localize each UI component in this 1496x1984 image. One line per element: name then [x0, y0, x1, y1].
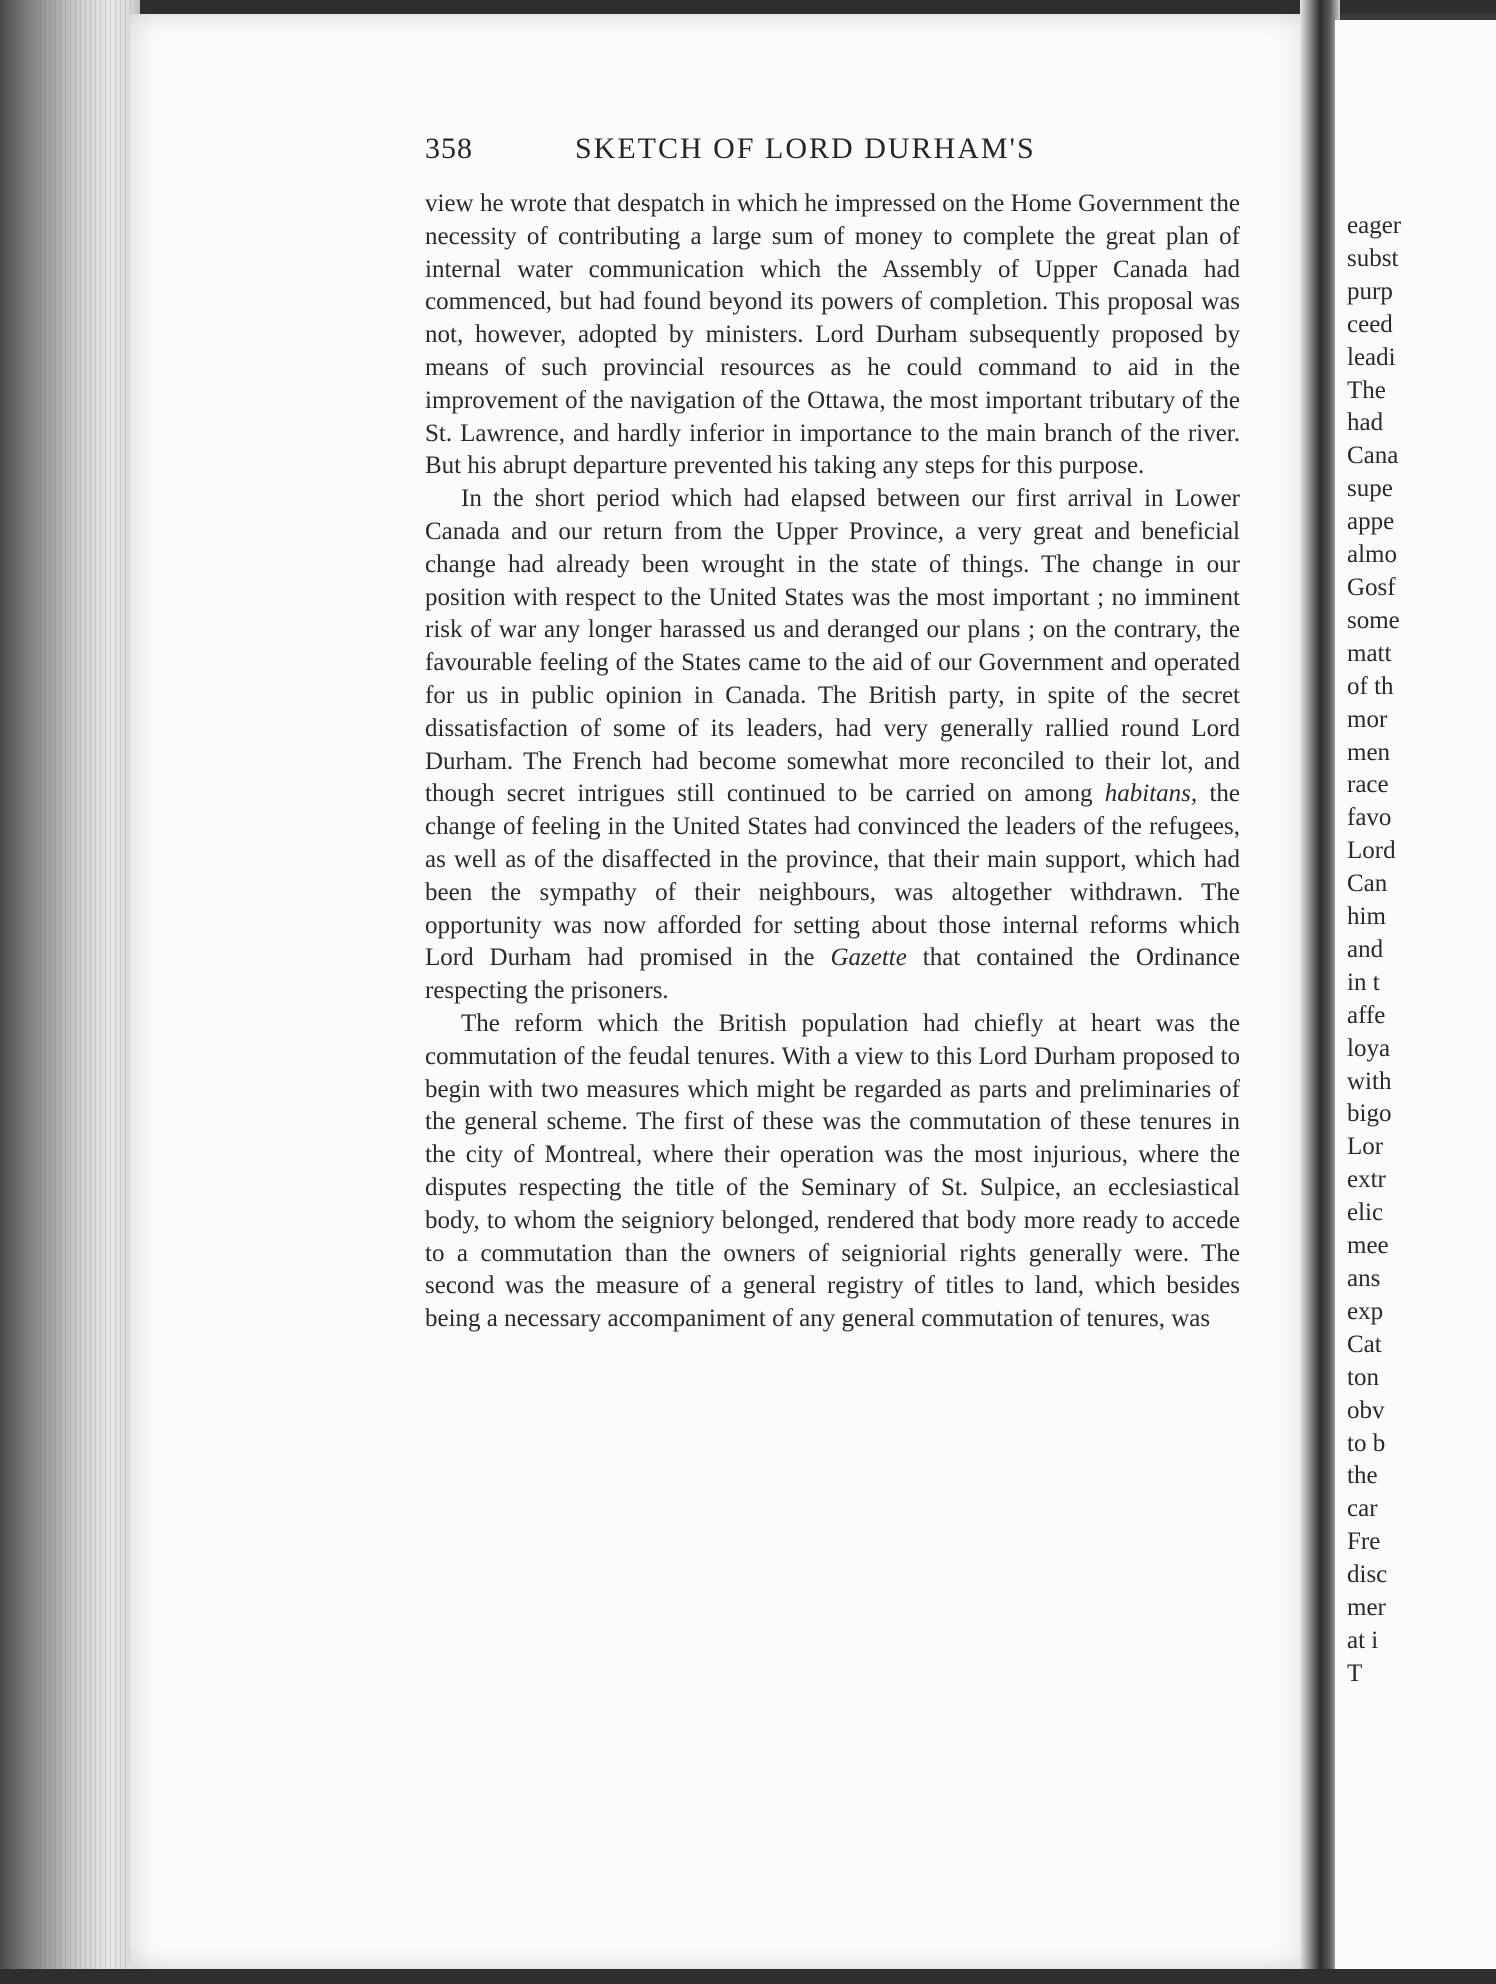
facing-page-line: subst: [1347, 244, 1399, 272]
facing-page-line: exp: [1347, 1297, 1384, 1325]
facing-page-line: men: [1347, 738, 1391, 766]
facing-page-line: had: [1347, 409, 1384, 437]
facing-page-line: and: [1347, 935, 1384, 963]
facing-page: [1335, 20, 1496, 1970]
facing-page-line: appe: [1347, 508, 1395, 536]
facing-page-line: Lord: [1347, 837, 1396, 865]
facing-page-line: almo: [1347, 541, 1397, 569]
scan-bottom-border: [0, 1969, 1496, 1984]
page-header: [425, 132, 1240, 172]
facing-page-line: of th: [1347, 672, 1394, 700]
paragraph-1-text: view he wrote that despatch in which he impressed on the Home Government the necessity of contributing a large sum of money to complete the great plan of internal water communication which the Assembly of Upper Canada had commenced, but had found beyond its powers of completion. This proposal was not, however, adopted by ministers. Lord Durham subsequently proposed by means of such provincial resources as he could command to aid in the improvement of the navigation of the Ottawa, the most important tributary of the St. Lawrence, and hardly inferior in importance to the main branch of the river. But his abrupt departure prevented his taking any steps for this purpose.: [425, 190, 1240, 480]
body-text: [425, 188, 1240, 1336]
facing-page-line: matt: [1347, 639, 1392, 667]
facing-page-line: car: [1347, 1495, 1378, 1523]
paragraph-2: [425, 483, 1240, 1008]
facing-page-line: Can: [1347, 870, 1388, 898]
facing-page-line: mor: [1347, 705, 1388, 733]
facing-page-line: with: [1347, 1067, 1392, 1095]
facing-page-line: The: [1347, 376, 1386, 404]
facing-page-line: mer: [1347, 1594, 1386, 1622]
paragraph-2-text-a: In the short period which had elapsed between our first arrival in Lower Canada and our return from the Upper Province, a very great and beneficial change had already been wrought in the state of things. The change in our position with respect to the United States was the most important ; no imminent risk of war any longer harassed us and deranged our plans ; on the contrary, the favourable feeling of the States came to the aid of our Government and operated for us in public opinion in Canada. The British party, in spite of the secret dissatisfaction of some of its leaders, had very generally rallied round Lord Durham. The French had become somewhat more reconciled to their lot, and though secret intrigues still continued to be carried on among: [425, 485, 1240, 808]
facing-page-line: in t: [1347, 968, 1380, 996]
facing-page-line: ans: [1347, 1265, 1381, 1292]
facing-page-line: extr: [1347, 1166, 1386, 1194]
facing-page-line: Cana: [1347, 442, 1399, 470]
facing-page-line: the: [1347, 1462, 1378, 1490]
facing-page-line: to b: [1347, 1429, 1386, 1457]
paragraph-3: [425, 1008, 1240, 1336]
facing-page-text: [1335, 210, 1401, 1691]
italic-gazette: Gazette: [830, 944, 907, 972]
facing-page-line: race: [1347, 771, 1389, 799]
facing-page-line: ton: [1347, 1363, 1379, 1391]
scan-top-border: [0, 0, 1496, 14]
running-title: SKETCH OF LORD DURHAM'S: [575, 132, 1036, 165]
paragraph-2-text-c: that contained the Ordinance respecting the prisoners.: [425, 944, 1240, 1005]
book-gutter: [1300, 0, 1340, 1984]
facing-page-line: leadi: [1347, 343, 1396, 371]
facing-page-line: obv: [1347, 1396, 1385, 1424]
facing-page-line: some: [1347, 606, 1400, 634]
facing-page-line: eager: [1347, 212, 1402, 239]
facing-page-line: Gosf: [1347, 573, 1396, 601]
facing-page-line: affe: [1347, 1001, 1386, 1029]
italic-habitans: habitans,: [1104, 780, 1198, 808]
facing-page-line: T: [1347, 1659, 1363, 1687]
facing-page-line: him: [1347, 903, 1386, 931]
facing-page-line: disc: [1347, 1561, 1388, 1589]
facing-page-line: Lor: [1347, 1133, 1384, 1161]
paragraph-1: [425, 188, 1240, 483]
facing-page-line: Cat: [1347, 1330, 1382, 1358]
paragraph-3-text: The reform which the British population had chiefly at heart was the commutation of the feudal tenures. With a view to this Lord Durham proposed to begin with two measures which might be regarded as parts and preliminaries of the general scheme. The first of these was the commutation of these tenures in the city of Montreal, where their operation was the most injurious, where the disputes respecting the title of the Seminary of St. Sulpice, an ecclesiastical body, to whom the seigniory belonged, rendered that body more ready to accede to a commutation than the owners of seigniorial rights generally were. The second was the measure of a general registry of titles to land, which besides being a necessary accompaniment of any general commutation of tenures, was: [425, 1009, 1240, 1333]
facing-page-line: loya: [1347, 1034, 1391, 1062]
facing-page-line: ceed: [1347, 310, 1393, 338]
facing-page-line: bigo: [1347, 1100, 1392, 1128]
facing-page-line: supe: [1347, 475, 1393, 503]
facing-page-line: at i: [1347, 1626, 1379, 1654]
page-number: 358: [425, 132, 473, 165]
facing-page-line: purp: [1347, 277, 1393, 305]
paragraph-2-text-b: the change of feeling in the United States had convinced the leaders of the refugees, as well as of the disaffected in the province, that their main support, which had been the sympathy of their neighbours, was altogether withdrawn. The opportunity was now afforded for setting about those internal reforms which Lord Durham had promised in the: [425, 780, 1240, 972]
facing-page-line: mee: [1347, 1232, 1389, 1260]
page-stack-edges: [40, 0, 135, 1984]
facing-page-line: elic: [1347, 1199, 1384, 1227]
facing-page-line: favo: [1347, 804, 1392, 832]
facing-page-line: Fre: [1347, 1528, 1381, 1556]
